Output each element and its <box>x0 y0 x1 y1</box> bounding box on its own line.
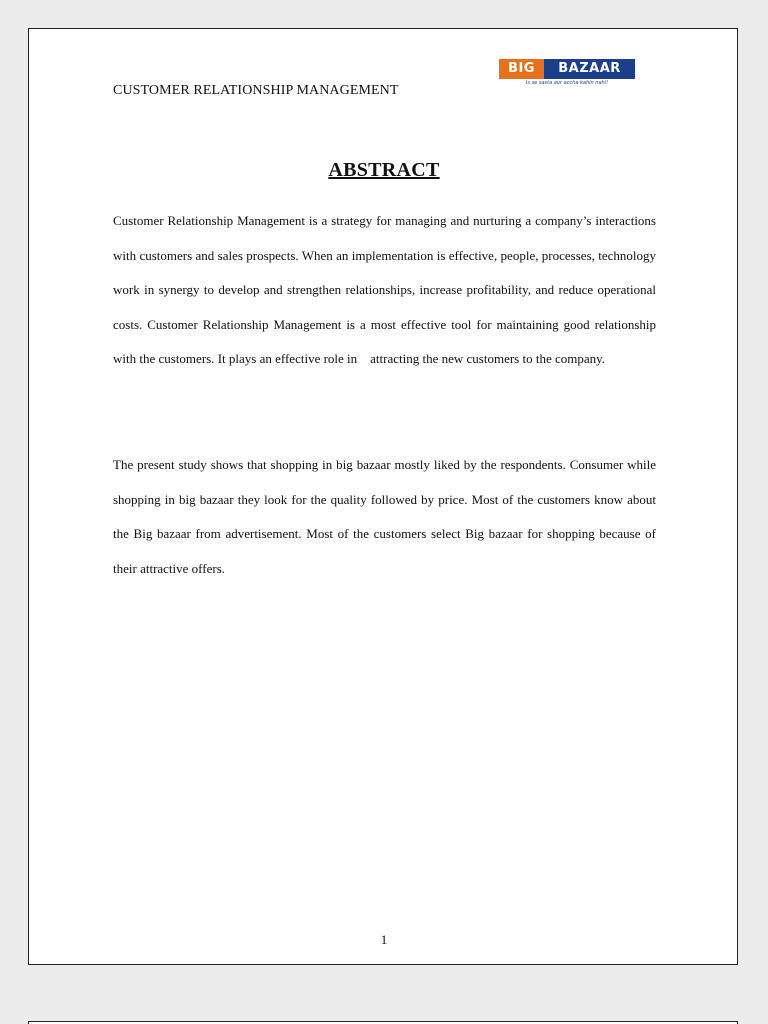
logo-wordmark <box>499 59 635 79</box>
abstract-paragraph: The present study shows that shopping in big bazaar mostly liked by the respondents. Consumer while shopping in big bazaar they look for the quality followed by price. Most of the customers know about the Big bazaar from advertisement. Most of the customers select Big bazaar for shopping because of their attractive offers. <box>113 457 656 576</box>
page-title: ABSTRACT <box>328 159 440 181</box>
logo-tagline: Is se sasta aur accha kahin nahi! <box>525 80 609 86</box>
running-header: CUSTOMER RELATIONSHIP MANAGEMENT <box>113 83 399 98</box>
abstract-paragraph: Customer Relationship Management is a strategy for managing and nurturing a company’s interactions with customers and sales prospects. When an implementation is effective, people, processes, technology work in synergy to develop and strengthen relationships, increase profitability, and reduce operational costs. Customer Relationship Management is a most effective tool for maintaining good relationship with the customers. It plays an effective role in attracting the new customers to the company. <box>113 213 656 367</box>
logo-bazaar-text: BAZAAR <box>544 59 635 79</box>
logo-big-text: BIG <box>499 59 544 79</box>
page-number: 1 <box>380 932 388 947</box>
document-page <box>28 28 738 965</box>
big-bazaar-logo <box>499 59 635 85</box>
